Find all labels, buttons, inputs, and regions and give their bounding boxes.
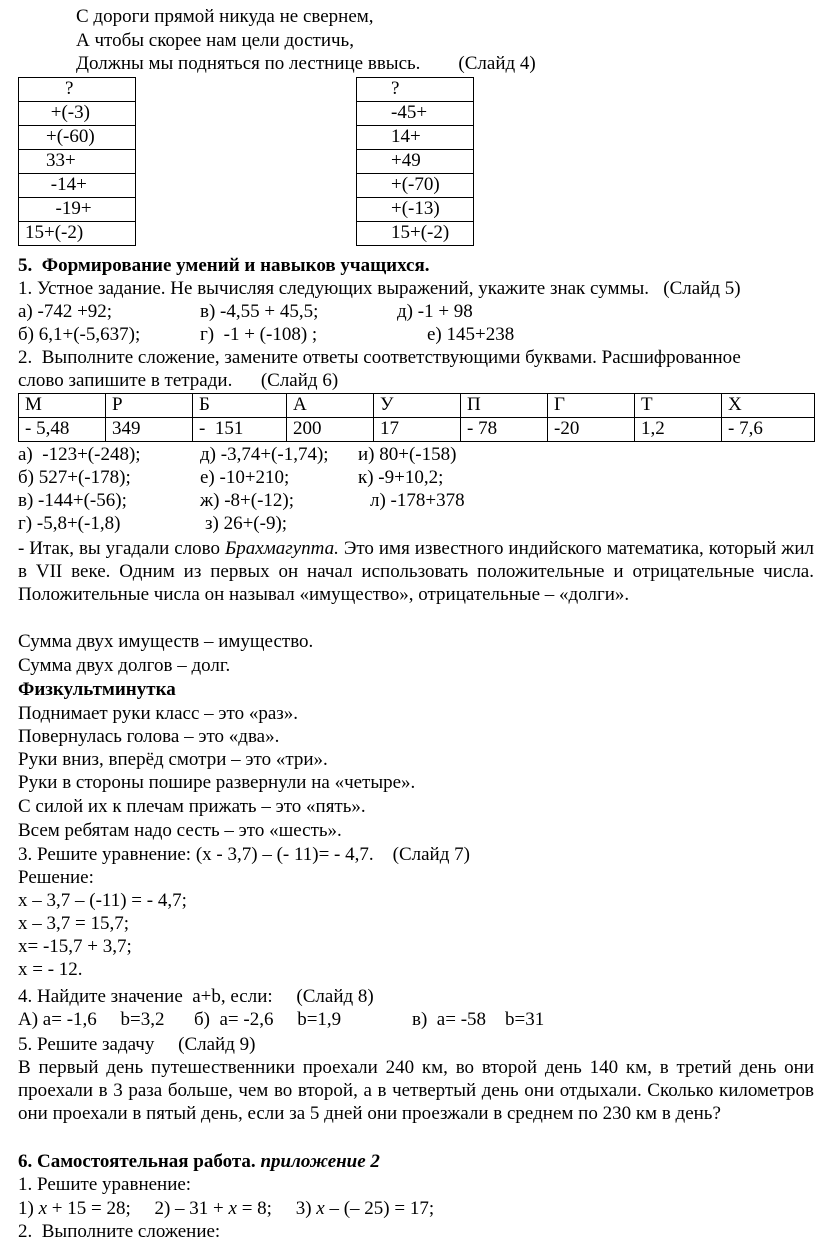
task1-text: 1. Устное задание. Не вычисляя следующих выражений, укажите знак суммы. (Слайд 5) [18,278,741,299]
eq1-post: + 15 = 28; [47,1198,155,1219]
stair-right-cell: 15+(-2) [357,222,474,246]
ind2-title: 2. Выполните сложение: [18,1221,221,1242]
eq1-var: x [38,1198,48,1219]
stair-table-left [18,77,136,246]
sum-line-2: Сумма двух долгов – долг. [18,655,231,676]
task3-line: х = - 12. [18,959,83,980]
task2-text-1: 2. Выполните сложение, замените ответы соответствующими буквами. Расшифрованное [18,347,741,368]
cipher-letter: М [19,394,106,418]
task4-b: б) a= -2,6 b=1,9 [194,1009,342,1030]
stair-left-cell: +(-3) [19,102,136,126]
brahmagupta-word: Брахмагупта. [225,538,339,559]
stair-left-cell: +(-60) [19,126,136,150]
cipher-value: -20 [548,418,635,442]
cipher-value: 1,2 [635,418,722,442]
cipher-value: 200 [287,418,374,442]
task1-a: а) -742 +92; [18,301,113,322]
stair-left-cell: -19+ [19,198,136,222]
eq3-pre: 3) [295,1198,317,1219]
brahmagupta-pre: - Итак, вы угадали слово [18,538,226,559]
stair-left-cell: 33+ [19,150,136,174]
task4-a: А) a= -1,6 b=3,2 [18,1009,165,1030]
task3-line: 3. Решите уравнение: (х - 3,7) – (- 11)= - 4,7. (Слайд 7) [18,844,470,865]
task1-e: е) 145+238 [427,324,515,345]
ind1-title: 1. Решите уравнение: [18,1174,192,1195]
eq3-post: – (– 25) = 17; [324,1198,435,1219]
ex-z: з) 26+(-9); [205,513,288,534]
task3-line: х – 3,7 = 15,7; [18,913,129,934]
physminute-title: Физкультминутка [18,679,176,700]
task5-text: В первый день путешественники проехали 240 км, во второй день 140 км, в третий день они проехали в 3 раза больше, чем во второй, а в четвертый день они отдыхали. Сколько километров они проехали в пятый день, если за 5 дней они проезжали в среднем по 230 км в день? [18,1057,814,1124]
cipher-letter: Б [193,394,287,418]
poem-line-2: А чтобы скорее нам цели достичь, [76,30,354,51]
stair-right-cell: 14+ [357,126,474,150]
cipher-letter: Г [548,394,635,418]
ex-g: г) -5,8+(-1,8) [18,513,121,534]
sum-line-1: Сумма двух имуществ – имущество. [18,631,314,652]
cipher-letter: У [374,394,461,418]
stair-left-cell: ? [19,78,136,102]
task3-line: х – 3,7 – (-11) = - 4,7; [18,890,187,911]
stair-right-cell: -45+ [357,102,474,126]
ex-zh: ж) -8+(-12); [200,490,295,511]
task1-g: г) -1 + (-108) ; [200,324,318,345]
physminute-line: Всем ребятам надо сесть – это «шесть». [18,820,342,841]
task4-c: в) a= -58 b=31 [412,1009,545,1030]
cipher-table [18,393,815,442]
cipher-value: - 5,48 [19,418,106,442]
brahmagupta-paragraph [18,537,814,606]
physminute-line: Руки вниз, вперёд смотри – это «три». [18,749,328,770]
eq2-var: x [228,1198,237,1219]
section5-title: 5. Формирование умений и навыков учащихся. [18,255,430,276]
stair-right-cell: ? [357,78,474,102]
physminute-line: Руки в стороны пошире развернули на «четыре». [18,772,416,793]
cipher-letter: П [461,394,548,418]
ex-d: д) -3,74+(-1,74); [200,444,329,465]
cipher-value: - 151 [193,418,287,442]
task4-title: 4. Найдите значение a+b, если: (Слайд 8) [18,986,374,1007]
brahmagupta-post: Это имя известного индийского математика, который жил в VII веке. Одним из первых он начал использовать положительные и отрицательные числа. Положительные числа он называл «имущество», отрицательные – «долги». [18,538,814,605]
stair-right-cell: +(-70) [357,174,474,198]
ex-b: б) 527+(-178); [18,467,131,488]
cipher-value: 17 [374,418,461,442]
physminute-line: Поднимает руки класс – это «раз». [18,703,299,724]
ex-v: в) -144+(-56); [18,490,127,511]
ex-e: е) -10+210; [200,467,290,488]
task5-title: 5. Решите задачу (Слайд 9) [18,1034,256,1055]
cipher-letter: Х [722,394,815,418]
ind1-equations [18,1197,434,1220]
task1-b: б) 6,1+(-5,637); [18,324,141,345]
section6-appendix: приложение 2 [260,1151,380,1172]
task3-line: х= -15,7 + 3,7; [18,936,132,957]
task1-d: д) -1 + 98 [397,301,473,322]
ex-l: л) -178+378 [370,490,465,511]
eq1-pre: 1) [18,1198,39,1219]
poem-line-3: Должны мы подняться по лестнице ввысь. (Слайд 4) [76,53,536,74]
cipher-value: - 78 [461,418,548,442]
cipher-letter: А [287,394,374,418]
ex-i: и) 80+(-158) [358,444,457,465]
ex-k: к) -9+10,2; [358,467,444,488]
ex-a: а) -123+(-248); [18,444,141,465]
cipher-letter: Р [106,394,193,418]
task2-text-2: слово запишите в тетради. (Слайд 6) [18,370,339,391]
task3-line: Решение: [18,867,94,888]
stair-left-cell: 15+(-2) [19,222,136,246]
poem-line-1: С дороги прямой никуда не свернем, [76,6,374,27]
cipher-letter: Т [635,394,722,418]
task1-v: в) -4,55 + 45,5; [200,301,319,322]
physminute-line: Повернулась голова – это «два». [18,726,280,747]
section6-title: 6. Самостоятельная работа. [18,1151,261,1172]
eq2-pre: 2) – 31 + [154,1198,229,1219]
physminute-line: С силой их к плечам прижать – это «пять». [18,796,366,817]
eq3-var: x [316,1198,325,1219]
eq2-post: = 8; [236,1198,296,1219]
stair-right-cell: +(-13) [357,198,474,222]
cipher-value: - 7,6 [722,418,815,442]
cipher-value: 349 [106,418,193,442]
stair-left-cell: -14+ [19,174,136,198]
stair-right-cell: +49 [357,150,474,174]
section6-heading [18,1150,380,1173]
stair-table-right [356,77,474,246]
